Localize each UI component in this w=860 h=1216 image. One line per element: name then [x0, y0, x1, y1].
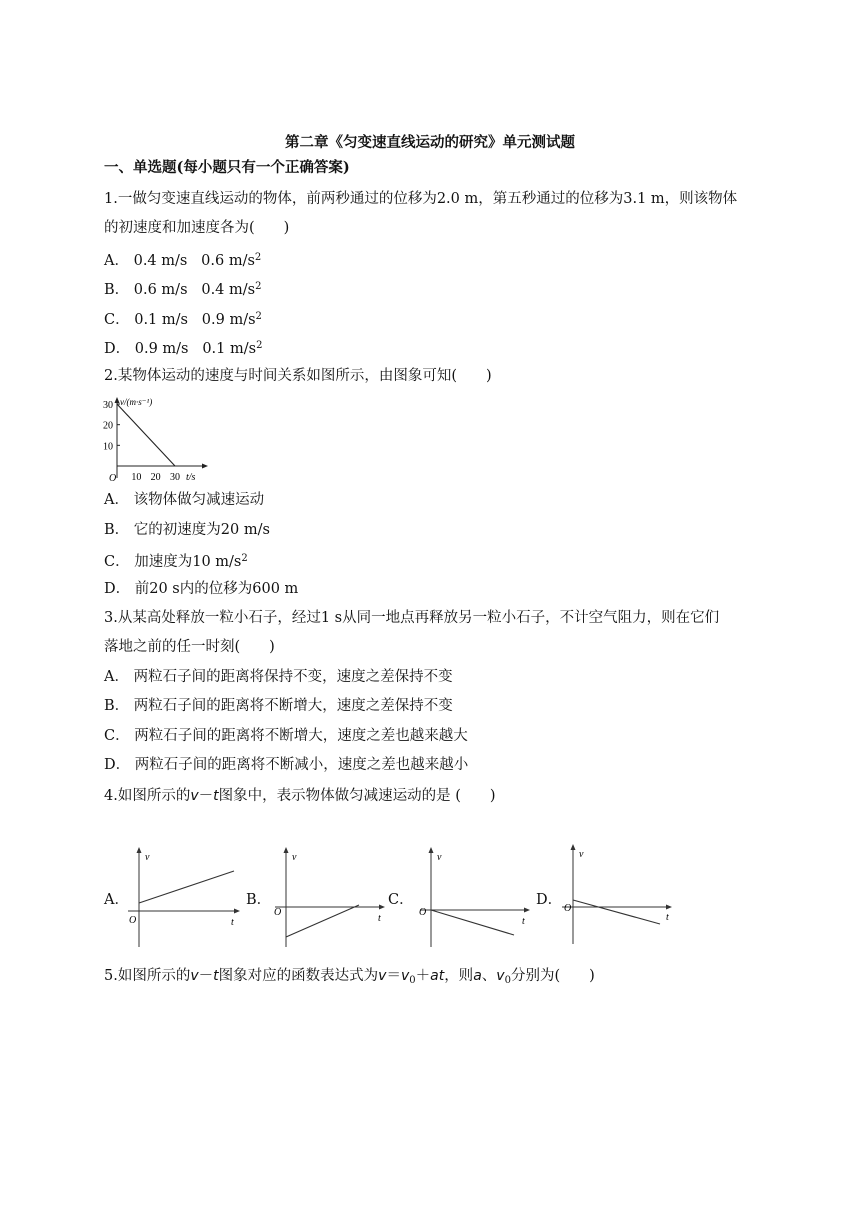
graph-line [139, 871, 234, 903]
option-label: D． [104, 581, 131, 597]
q3-stem-line2: 落地之前的任一时刻( ) [104, 639, 275, 655]
option-acceleration: 0.6 m/s [201, 253, 255, 269]
option-label: A． [104, 669, 129, 685]
option-acceleration: 0.9 m/s [201, 312, 256, 328]
q4-graph-a [124, 843, 246, 951]
option-velocity: 0.4 m/s [133, 253, 188, 269]
x-axis-label: t/s [186, 472, 196, 483]
q4-option-a-label: A． [104, 892, 129, 908]
superscript: 2 [255, 311, 262, 322]
v-label: v [437, 852, 442, 863]
q1-option-b [104, 277, 261, 300]
origin-label: O [564, 903, 572, 914]
graph-line [573, 900, 660, 924]
origin-label: O [274, 907, 282, 918]
option-text: 该物体做匀减速运动 [133, 492, 265, 508]
option-label: A． [104, 253, 129, 269]
option-label: B． [104, 282, 130, 298]
superscript: 2 [256, 340, 263, 351]
option-label: D． [104, 757, 131, 773]
option-velocity: 0.1 m/s [134, 312, 188, 328]
option-acceleration: 0.4 m/s [201, 282, 256, 298]
q4-option-c-label: C． [388, 892, 414, 908]
y-tick-label-10: 10 [103, 441, 113, 453]
option-label: D． [104, 341, 131, 357]
t-label: t [378, 913, 381, 924]
option-text: 两粒石子间的距离将不断增大，速度之差保持不变 [133, 698, 453, 714]
q4-graph-b [271, 843, 393, 951]
q1-stem-line1: 1.一做匀变速直线运动的物体，前两秒通过的位移为2.0 m，第五秒通过的位移为3.1 m，则该物体 [104, 191, 738, 207]
q1-option-d [104, 336, 262, 359]
t-axis-arrow [524, 908, 530, 913]
q4-graph-d [556, 840, 678, 948]
q4-option-b-label: B． [246, 892, 272, 908]
y-axis-label: v/(m·s⁻¹) [120, 397, 153, 407]
y-tick-label-30: 30 [103, 400, 113, 411]
option-velocity: 0.6 m/s [133, 282, 188, 298]
x-tick-label-30: 30 [170, 472, 180, 483]
origin-label: O [109, 473, 117, 484]
option-acceleration: 0.1 m/s [202, 341, 257, 357]
t-label: t [522, 916, 525, 927]
superscript: 2 [255, 281, 262, 292]
graph-line [286, 905, 359, 937]
q1-stem-line2: 的初速度和加速度各为( ) [104, 220, 290, 236]
v-label: v [292, 852, 297, 863]
q1-option-c [104, 307, 262, 330]
x-axis-arrow [202, 464, 208, 469]
q3-option-a [104, 667, 453, 687]
q3-option-b [104, 696, 453, 716]
option-label: C． [104, 554, 130, 570]
option-velocity: 0.9 m/s [134, 341, 189, 357]
v-axis-arrow [571, 844, 576, 850]
option-label: A． [104, 492, 129, 508]
y-tick-label-20: 20 [103, 420, 113, 432]
q2-option-d [104, 579, 298, 599]
q4-graph-c [416, 843, 538, 951]
v-axis-arrow [137, 847, 142, 853]
option-text: 前20 s内的位移为600 m [134, 581, 299, 597]
v-axis-arrow [429, 847, 434, 853]
q4-stem: 4.如图所示的v－t图象中，表示物体做匀减速运动的是 ( ) [104, 788, 496, 804]
page-title: 第二章《匀变速直线运动的研究》单元测试题 [285, 134, 575, 151]
v-axis-arrow [284, 847, 289, 853]
q2-velocity-time-chart [100, 394, 212, 486]
y-axis-arrow [115, 397, 120, 403]
v-label: v [145, 852, 150, 863]
t-label: t [231, 917, 234, 928]
q2-stem: 2.某物体运动的速度与时间关系如图所示，由图象可知( ) [104, 368, 492, 384]
q2-option-b [104, 520, 270, 540]
q2-option-c [104, 549, 248, 572]
superscript: 2 [254, 252, 262, 263]
option-text: 它的初速度为20 m/s [133, 522, 270, 538]
q3-option-d [104, 755, 468, 775]
v-label: v [579, 849, 584, 860]
q2-option-a [104, 490, 264, 510]
option-text: 两粒石子间的距离将不断减小，速度之差也越来越小 [134, 757, 469, 773]
q1-option-a [104, 248, 261, 271]
origin-label: O [419, 907, 427, 918]
option-label: B． [104, 522, 130, 538]
option-text: 加速度为10 m/s [134, 554, 242, 570]
option-label: C． [104, 728, 130, 744]
data-line [117, 404, 175, 466]
superscript: 2 [241, 553, 248, 564]
x-tick-label-20: 20 [150, 472, 161, 483]
q3-stem-line1: 3.从某高处释放一粒小石子，经过1 s从同一地点再释放另一粒小石子，不计空气阻力，则在它们 [104, 610, 720, 626]
x-tick-label-10: 10 [131, 472, 142, 483]
q4-option-d-label: D． [536, 892, 563, 908]
t-label: t [666, 912, 669, 923]
graph-line [431, 910, 514, 935]
origin-label: O [129, 915, 137, 926]
option-text: 两粒石子间的距离将不断增大，速度之差也越来越大 [134, 728, 468, 744]
option-label: C． [104, 312, 130, 328]
section-heading: 一、单选题(每小题只有一个正确答案) [104, 159, 350, 176]
q5-stem: 5.如图所示的v－t图象对应的函数表达式为$v=v_0+at$，则a、$v_0$分别为( ) [104, 968, 595, 986]
t-axis-arrow [666, 905, 672, 910]
option-text: 两粒石子间的距离将保持不变，速度之差保持不变 [133, 669, 453, 685]
t-axis-arrow [379, 905, 385, 910]
option-label: B． [104, 698, 130, 714]
q3-option-c [104, 726, 468, 746]
t-axis-arrow [234, 909, 240, 914]
